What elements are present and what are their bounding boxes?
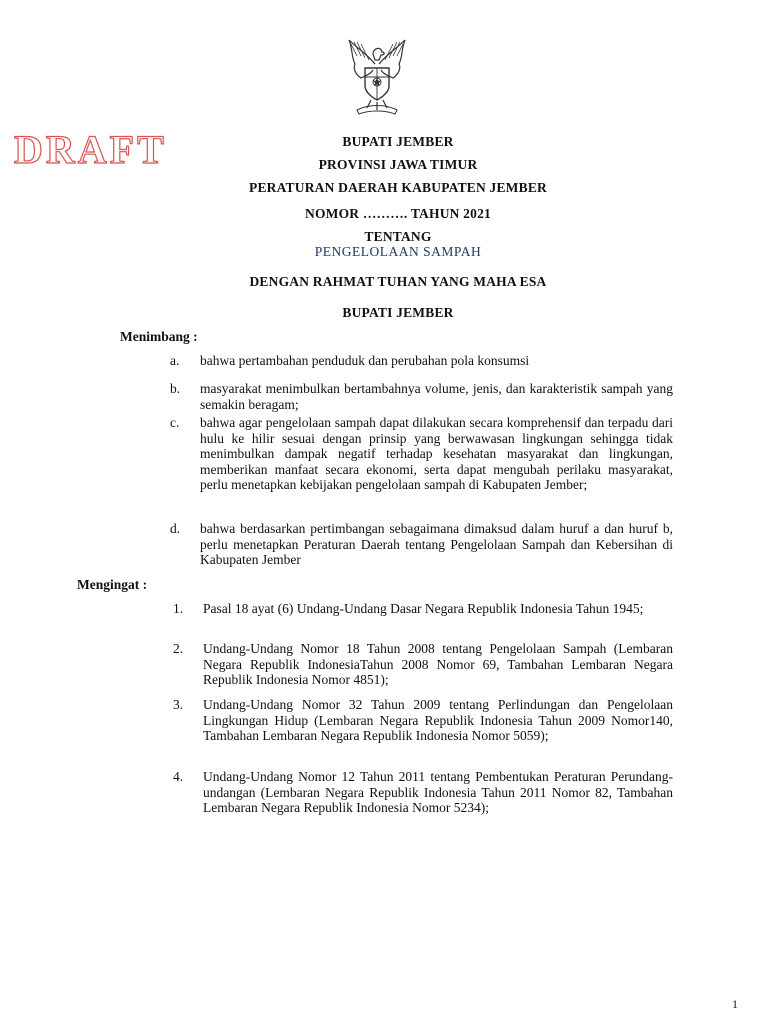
garuda-emblem-icon	[345, 34, 409, 120]
header-subject: PENGELOLAAN SAMPAH	[314, 244, 482, 259]
header-nomor: NOMOR ………. TAHUN 2021	[305, 206, 491, 221]
item-marker: d.	[170, 521, 181, 536]
mengingat-label: Mengingat :	[77, 577, 148, 592]
header-peraturan: PERATURAN DAERAH KABUPATEN JEMBER	[249, 180, 547, 195]
menimbang-label: Menimbang :	[120, 329, 198, 344]
item-marker: 2.	[173, 641, 184, 656]
item-marker: 4.	[173, 769, 184, 784]
item-text: bahwa pertambahan penduduk dan perubahan pola konsumsi	[200, 353, 530, 368]
item-text: Undang-Undang Nomor 12 Tahun 2011 tentang Pembentukan Peraturan Perundang-undangan (Lembaran Negara Republik Indonesia Tahun 2011 Nomor 82, Tambahan Lembaran Negara Republik Indonesia Nomor 5234);	[203, 769, 673, 815]
item-text: Undang-Undang Nomor 32 Tahun 2009 tentang Perlindungan dan Pengelolaan Lingkungan Hidup (Lembaran Negara Republik Indonesia Tahun 2009 Nomor140, Tambahan Lembaran Negara Republik Indonesia Nomor 5059);	[203, 697, 673, 743]
header-provinsi: PROVINSI JAWA TIMUR	[318, 157, 478, 172]
header-tentang: TENTANG	[364, 229, 432, 244]
item-marker: b.	[170, 381, 181, 396]
item-marker: a.	[170, 353, 180, 368]
draft-watermark: DRAFT	[14, 127, 167, 172]
page-number: 1	[732, 997, 738, 1011]
item-marker: 1.	[173, 601, 184, 616]
item-marker: 3.	[173, 697, 184, 712]
item-text: bahwa agar pengelolaan sampah dapat dilakukan secara komprehensif dan terpadu dari hulu ke hilir sesuai dengan prinsip yang berwawasan lingkungan sehingga tidak menimbulkan dampak negatif terhadap kesehatan masyarakat dan lingkungan, memberikan manfaat secara ekonomi, serta dapat mengubah perilaku masyarakat, perlu menetapkan kebijakan pengelolaan sampah di Kabupaten Jember;	[200, 415, 673, 492]
item-text: Undang-Undang Nomor 18 Tahun 2008 tentang Pengelolaan Sampah (Lembaran Negara Republik IndonesiaTahun 2008 Nomor 69, Tambahan Lembaran Negara Republik Indonesia Nomor 4851);	[203, 641, 673, 687]
header-bupati: BUPATI JEMBER	[342, 134, 454, 149]
header-bupati-2: BUPATI JEMBER	[342, 305, 454, 320]
item-text: bahwa berdasarkan pertimbangan sebagaimana dimaksud dalam huruf a dan huruf b, perlu menetapkan Peraturan Daerah tentang Pengelolaan Sampah dan Kebersihan di Kabupaten Jember	[200, 521, 673, 567]
item-text: masyarakat menimbulkan bertambahnya volume, jenis, dan karakteristik sampah yang semakin beragam;	[200, 381, 673, 412]
header-rahmat: DENGAN RAHMAT TUHAN YANG MAHA ESA	[249, 274, 547, 289]
item-marker: c.	[170, 415, 180, 430]
item-text: Pasal 18 ayat (6) Undang-Undang Dasar Negara Republik Indonesia Tahun 1945;	[203, 601, 644, 616]
